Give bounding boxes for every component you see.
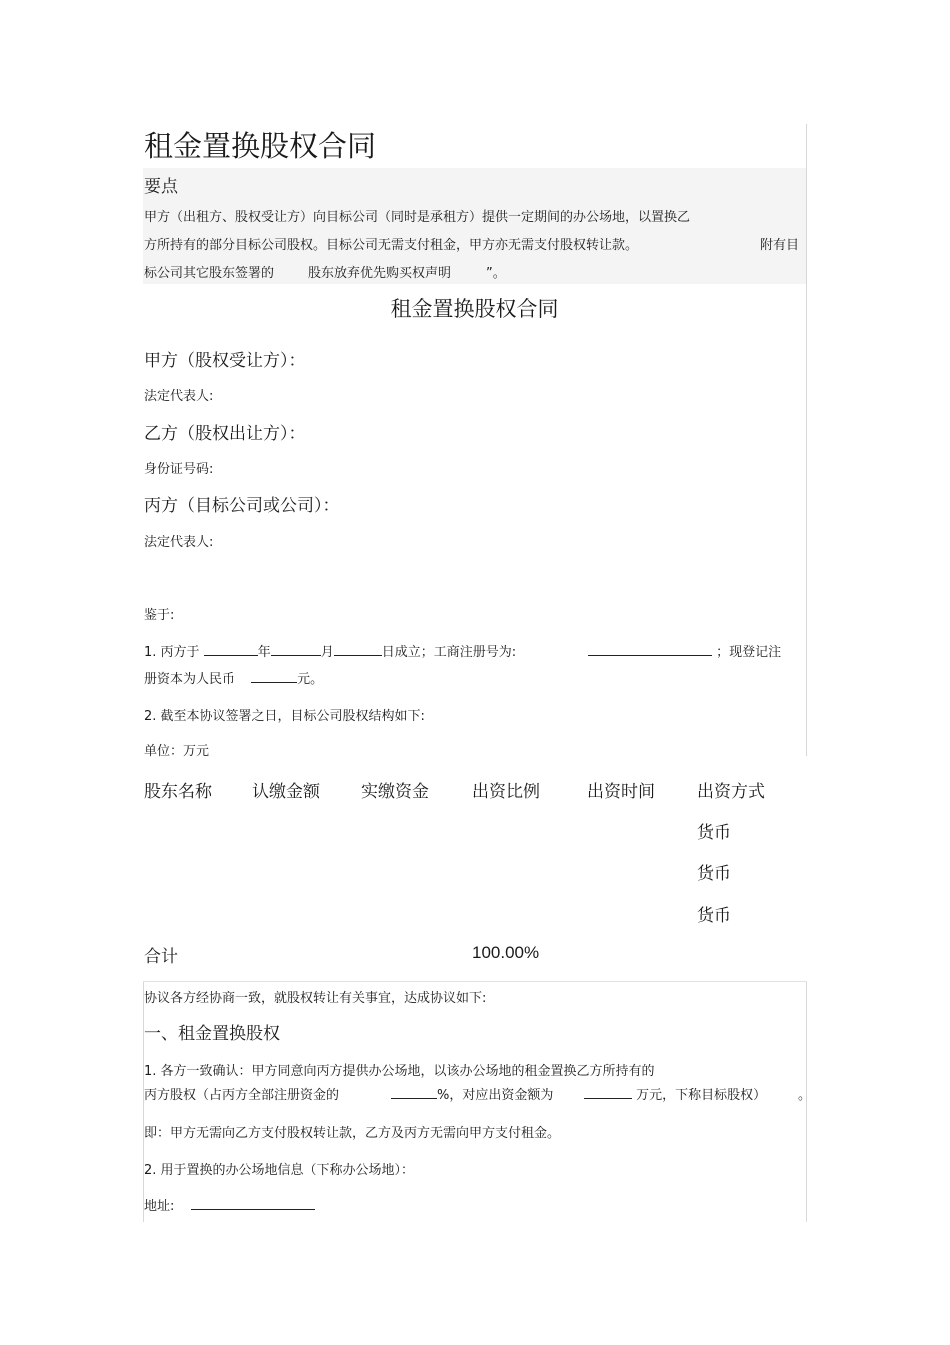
address-row (144, 1195, 315, 1214)
col-header-paid: 实缴资金 (361, 782, 429, 802)
address-label: 地址: (144, 1199, 175, 1214)
unit-label: 单位：万元 (144, 744, 210, 759)
equity-ratio-label: 丙方股权（占丙方全部注册资金的 (144, 1088, 340, 1103)
capital-amount-blank (584, 1084, 632, 1099)
address-blank (191, 1195, 315, 1210)
day-label: 日成立；工商注册号为: (381, 645, 517, 660)
whereas-item-1-cont: ；现登记注 (716, 645, 782, 660)
summary-heading: 要点 (144, 177, 178, 197)
summary-line-3c: ”。 (486, 266, 506, 281)
capital-amount-row (584, 1084, 766, 1103)
party-a: 甲方（股权受让方）： (144, 351, 306, 371)
table-row-3-method: 货币 (697, 906, 731, 926)
summary-line-3a: 标公司其它股东签署的 (144, 266, 275, 281)
summary-line-2-right: 附有目 (760, 238, 800, 253)
registration-number-blank (588, 641, 712, 656)
established-month-blank (271, 641, 321, 656)
table-row-1-method: 货币 (697, 823, 731, 843)
table-row-2-method: 货币 (697, 864, 731, 884)
agreement-intro: 协议各方经协商一致，就股权转让有关事宜，达成协议如下: (144, 991, 487, 1006)
col-header-shareholder: 股东名称 (144, 782, 212, 802)
clause-1-line-3: 即：甲方无需向乙方支付股权转让款，乙方及丙方无需向甲方支付租金。 (144, 1126, 561, 1141)
col-header-ratio: 出资比例 (472, 782, 540, 802)
yuan-label: 元。 (297, 672, 324, 687)
party-b: 乙方（股权出让方）： (144, 424, 306, 444)
document-title: 租金置换股权合同 (144, 129, 377, 163)
clause-1-line-2 (144, 1084, 339, 1103)
section-1-title: 一、租金置换股权 (144, 1024, 280, 1044)
summary-line-1: 甲方（出租方、股权受让方）向目标公司（同时是承租方）提供一定期间的办公场地，以置换乙 (144, 210, 691, 225)
clause-2: 2. 用于置换的办公场地信息（下称办公场地）： (144, 1163, 415, 1178)
section-divider (143, 981, 807, 982)
whereas-item-1-start: 1. 丙方于 (144, 645, 200, 660)
registered-capital-label: 册资本为人民币 (144, 672, 236, 687)
established-day-blank (334, 641, 382, 656)
table-total-ratio: 100.00% (472, 943, 540, 962)
target-equity-label: 万元，下称目标股权） (636, 1088, 767, 1103)
party-c: 丙方（目标公司或公司）： (144, 496, 340, 516)
established-year-blank (204, 641, 258, 656)
whereas-item-2: 2. 截至本协议签署之日，目标公司股权结构如下: (144, 709, 425, 724)
registered-capital-blank (251, 668, 297, 683)
party-b-id: 身份证号码: (144, 462, 214, 477)
clause-1-line-2-end: 。 (798, 1088, 812, 1103)
registration-number-blank-row (588, 641, 781, 660)
capital-amount-label: %，对应出资金额为 (437, 1088, 554, 1103)
equity-ratio-row (391, 1084, 553, 1103)
whereas-item-1 (144, 641, 516, 660)
whereas-label: 鉴于: (144, 608, 175, 623)
clause-1-line-1: 1. 各方一致确认：甲方同意向丙方提供办公场地，以该办公场地的租金置换乙方所持有的 (144, 1064, 655, 1079)
col-header-subscribed: 认缴金额 (252, 782, 320, 802)
party-a-rep: 法定代表人: (144, 389, 214, 404)
table-total-label: 合计 (144, 947, 178, 967)
col-header-time: 出资时间 (587, 782, 655, 802)
summary-line-2: 方所持有的部分目标公司股权。目标公司无需支付租金，甲方亦无需支付股权转让款。 (144, 238, 639, 253)
month-label: 月 (320, 645, 334, 660)
equity-ratio-blank (391, 1084, 437, 1099)
whereas-item-1-line-2 (144, 668, 323, 687)
summary-line-3b: 股东放弃优先购买权声明 (308, 266, 452, 281)
col-header-method: 出资方式 (697, 782, 765, 802)
page-border-right-top (806, 124, 807, 756)
party-c-rep: 法定代表人: (144, 535, 214, 550)
contract-title: 租金置换股权合同 (390, 297, 559, 321)
year-label: 年 (257, 645, 271, 660)
